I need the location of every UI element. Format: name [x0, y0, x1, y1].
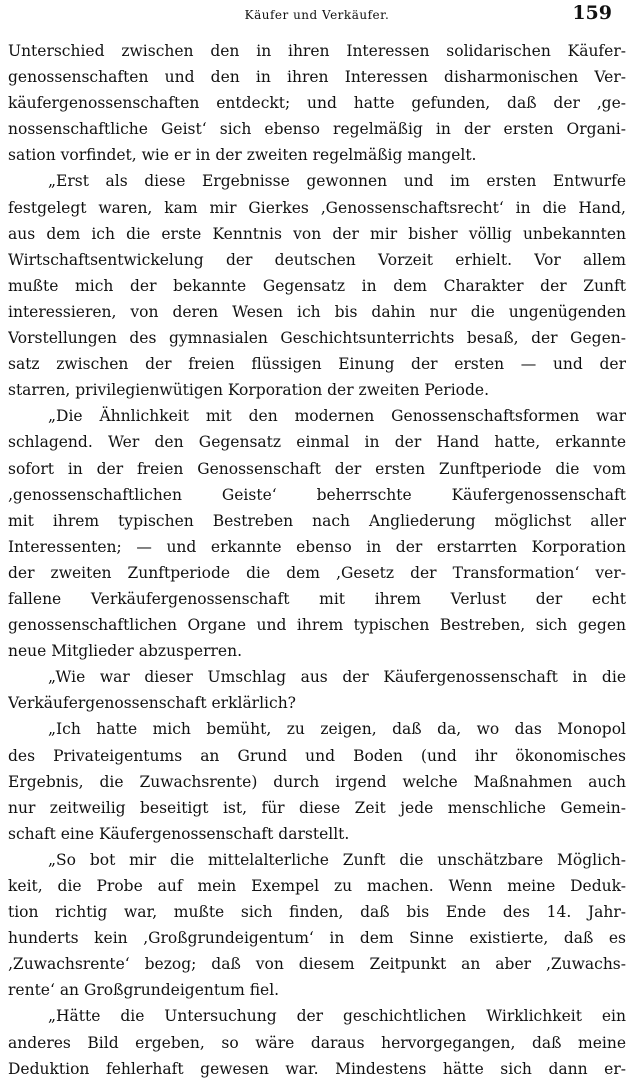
text-line: satz zwischen der freien flüssigen Einung der ersten — und der [8, 355, 626, 374]
paragraph [8, 1003, 626, 1081]
text-line: sation vorfindet, wie er in der zweiten regelmäßig mangelt. [8, 146, 477, 165]
text-line: des Privateigentums an Grund und Boden (und ihr ökonomisches [8, 746, 626, 765]
text-line: Interessenten; — und erkannte ebenso in der erstarrten Korporation [8, 537, 626, 556]
text-line: Verkäufergenossenschaft erklärlich? [8, 694, 296, 713]
text-line: Deduktion fehlerhaft gewesen war. Mindestens hätte sich dann er- [8, 1059, 626, 1078]
text-line: tion richtig war, mußte sich finden, daß bis Ende des 14. Jahr- [8, 903, 626, 922]
text-line: aus dem ich die erste Kenntnis von der mir bisher völlig unbekannten [8, 224, 626, 243]
text-line: festgelegt waren, kam mir Gierkes ‚Genossenschaftsrecht‘ in die Hand, [8, 198, 626, 217]
text-line: ‚Zuwachsrente‘ bezog; daß von diesem Zeitpunkt an aber ‚Zuwachs- [8, 955, 626, 974]
text-line: rente‘ an Großgrundeigentum fiel. [8, 981, 280, 1000]
text-line: der zweiten Zunftperiode die dem ‚Gesetz der Transformation‘ ver- [8, 563, 626, 582]
body-text [8, 38, 626, 1082]
text-line: interessieren, von deren Wesen ich bis dahin nur die ungenügenden [8, 302, 626, 321]
paragraph [8, 664, 626, 716]
text-line: sofort in der freien Genossenschaft der ersten Zunftperiode die vom [8, 459, 626, 478]
text-line: starren, privilegienwütigen Korporation der zweiten Periode. [8, 381, 490, 400]
text-line: Unterschied zwischen den in ihren Interessen solidarischen Käufer- [8, 42, 626, 60]
text-line: „So bot mir die mittelalterliche Zunft die unschätzbare Möglich- [48, 850, 626, 869]
text-line: mit ihrem typischen Bestreben nach Angliederung möglichst aller [8, 511, 626, 530]
running-head: Käufer und Verkäufer. [244, 8, 390, 22]
text-line: hunderts kein ‚Großgrundeigentum‘ in dem Sinne existierte, daß es [8, 929, 626, 948]
text-line: genossenschaftlichen Organe und ihrem typischen Bestreben, sich gegen [8, 616, 626, 635]
text-line: schaft eine Käufergenossenschaft darstellt. [8, 824, 350, 843]
text-line: nossenschaftliche Geist‘ sich ebenso regelmäßig in der ersten Organi- [8, 120, 626, 139]
text-line: Vorstellungen des gymnasialen Geschichtsunterrichts besaß, der Gegen- [8, 329, 626, 348]
text-line: „Die Ähnlichkeit mit den modernen Genossenschaftsformen war [48, 407, 626, 426]
text-line: käufergenossenschaften entdeckt; und hatte gefunden, daß der ‚ge- [8, 94, 626, 113]
text-line: genossenschaften und den in ihren Interessen disharmonischen Ver- [8, 68, 626, 87]
text-line: „Ich hatte mich bemüht, zu zeigen, daß da, wo das Monopol [48, 720, 626, 739]
text-line: ‚genossenschaftlichen Geiste‘ beherrschte Käufergenossenschaft [8, 485, 626, 504]
text-line: anderes Bild ergeben, so wäre daraus hervorgegangen, daß meine [8, 1033, 626, 1052]
text-line: „Wie war dieser Umschlag aus der Käufergenossenschaft in die [48, 668, 626, 687]
text-line: nur zeitweilig beseitigt ist, für diese Zeit jede menschliche Gemein- [8, 798, 626, 817]
paragraph [8, 403, 626, 664]
text-line: schlagend. Wer den Gegensatz einmal in der Hand hatte, erkannte [8, 433, 626, 452]
text-line: keit, die Probe auf mein Exempel zu machen. Wenn meine Deduk- [8, 877, 626, 895]
page-number: 159 [572, 2, 612, 24]
page-header [8, 0, 626, 38]
text-line: Wirtschaftsentwickelung der deutschen Vorzeit erhielt. Vor allem [8, 250, 626, 269]
text-line: fallene Verkäufergenossenschaft mit ihrem Verlust der echt [8, 589, 626, 608]
paragraph [8, 38, 626, 168]
text-line: „Erst als diese Ergebnisse gewonnen und im ersten Entwurfe [48, 172, 626, 191]
text-line: Ergebnis, die Zuwachsrente) durch irgend welche Maßnahmen auch [8, 772, 626, 791]
text-line: mußte mich der bekannte Gegensatz in dem Charakter der Zunft [8, 276, 626, 295]
paragraph [8, 847, 626, 1004]
paragraph [8, 168, 626, 403]
paragraph [8, 716, 626, 846]
text-line: neue Mitglieder abzusperren. [8, 642, 242, 661]
text-line: „Hätte die Untersuchung der geschichtlichen Wirklichkeit ein [48, 1007, 626, 1026]
